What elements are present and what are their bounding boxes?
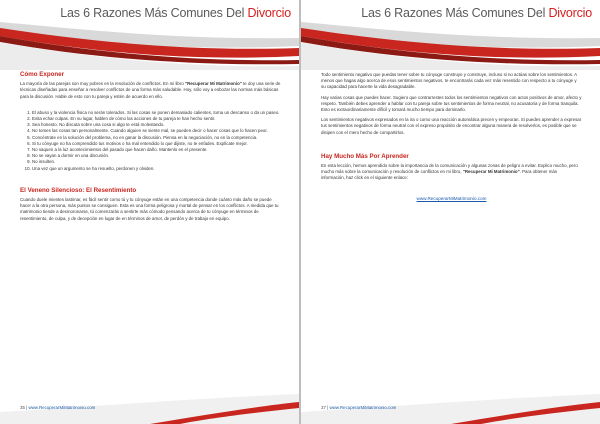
footer-swoosh <box>0 384 299 424</box>
list-item: 5. Concéntrate en la solución del problema, no en ganar la discusión. Piensa en la negociación, no en la competencia. <box>32 135 281 141</box>
list-item: 2. Evita echar culpas. En su lugar, hablen de cómo las acciones de tu pareja te han hecho sentir. <box>32 116 281 122</box>
footer-link[interactable]: www.RecuperarMiMatrimonio.com <box>28 405 96 410</box>
right-content <box>321 72 582 202</box>
section-heading-como-exponer: Cómo Exponer <box>20 71 65 78</box>
website-link[interactable]: www.RecuperarMiMatrimonio.com <box>416 195 487 201</box>
closing-paragraph: En esta lección, hemos aprendido sobre la importancia de la comunicación y algunas zonas de peligro a evitar. Explico mucho, pero mucho más sobre la comunicación y resolución de conflictos en mi libro, "Recuperar Mi Matrimonio". Para obtener más información, haz click en el siguiente enlace: <box>321 163 578 181</box>
left-page <box>0 0 299 424</box>
paragraph: Hay varias cosas que puedes hacer. Sugiero que contrarrestes todos los sentimientos negativos con actos positivos de amor, afecto y respeto. También debes aprender a hablar con tu pareja sobre tus sentimientos de forma neutral, no acusatoria y de forma tranquila. Esto es extraordinariamente difícil y tomará mucho tiempo para dominarlo. <box>321 94 582 113</box>
section-heading-mas-por-aprender: Hay Mucho Más Por Aprender <box>321 152 409 160</box>
right-page <box>301 0 600 424</box>
footer-swoosh <box>301 384 600 424</box>
list-item: 9. No insulten. <box>32 159 281 165</box>
page-footer: 37 | www.RecuperarMiMatrimonio.com <box>321 405 397 410</box>
header-title: Las 6 Razones Más Comunes Del Divorcio <box>361 6 592 20</box>
list-item: 10. Una vez que un argumento se ha resuelto, perdonen y olviden. <box>32 166 281 172</box>
header-title: Las 6 Razones Más Comunes Del Divorcio <box>60 6 291 20</box>
list-item: 7. No saquen a la luz acontecimientos del pasado que hacen daño. Mantenlo en el presente. <box>32 147 281 153</box>
page-footer: 35 | www.RecuperarMiMatrimonio.com <box>20 405 96 410</box>
left-content <box>20 72 281 226</box>
paragraph: Todo sentimiento negativo que puedas tener sobre tu cónyuge construye y construye, incluso si no actúas sobre los sentimientos. A menos que hagas algo acerca de esos sentimientos negativos, te encontrarás cada vez más resentido con respecto a tu cónyuge y su capacidad para hacerte la vida desagradable. <box>321 72 577 90</box>
list-item: 8. No se vayan a dormir en una discusión. <box>32 153 281 159</box>
resentment-paragraph: Cuando duele mientes lastimar, es fácil sentir como tú y tu cónyuge están en una competencia donde cuánto más daño se puede hacer a la otra persona, más puntos se consiguen. Esta es una forma peligrosa y mortal de pensar en los conflictos. A medida que tu matrimonio tiende a desmoronarse, tú comenzarás a sentirte más cómodo pensando acerca de tu cónyuge en términos de resentimiento, de culpa, y de decepción en lugar de en términos de amor, de perdón y de trabajo en equipo. <box>20 197 279 221</box>
list-item: 6. Si tu cónyuge no ha comprendido tus motivos o ha mal entendido lo que dijiste, no te enfades. Explícate mejor. <box>32 141 281 147</box>
paragraph: Los sentimientos negativos expresados en la ira o como una reacción automática precen y empeoran. Si puedes aprender a expresar tus sentimientos negativos de forma neutral con el expreso propósito de encontrar alguna manera de resolverlos, es posible que se disipen con el mero hecho de compartirlos. <box>321 117 582 135</box>
list-item: 4. No tomes las cosas tan personalmente. Cuando alguien se siente mal, se pueden decir o hacer cosas que lo hacen peor. <box>32 128 281 134</box>
list-item: 3. Sea honesto. No discuta sobre una cosa si algo te está molestando. <box>32 122 281 128</box>
footer-link[interactable]: www.RecuperarMiMatrimonio.com <box>329 405 397 410</box>
rules-list <box>20 110 281 172</box>
list-item: 1. El abuso y la violencia física no serán tolerados. Si las cosas se ponen demasiado calientes, toma un descanso o da un paseo. <box>32 110 281 116</box>
intro-paragraph: La mayoría de las parejas son muy pobres en la resolución de conflictos. En mi libro "Recuperar Mi Matrimonio" te doy una serie de técnicas diseñadas para enseñar a resolver conflictos de una forma más saludable. Hoy, sólo voy a esbozar las normas más básicas para la discusión. Hable de esto con tu pareja y estén de acuerdo en ello. <box>20 81 281 99</box>
section-heading-resentimiento: El Veneno Silencioso: El Resentimiento <box>20 186 137 194</box>
link-row <box>321 196 582 202</box>
